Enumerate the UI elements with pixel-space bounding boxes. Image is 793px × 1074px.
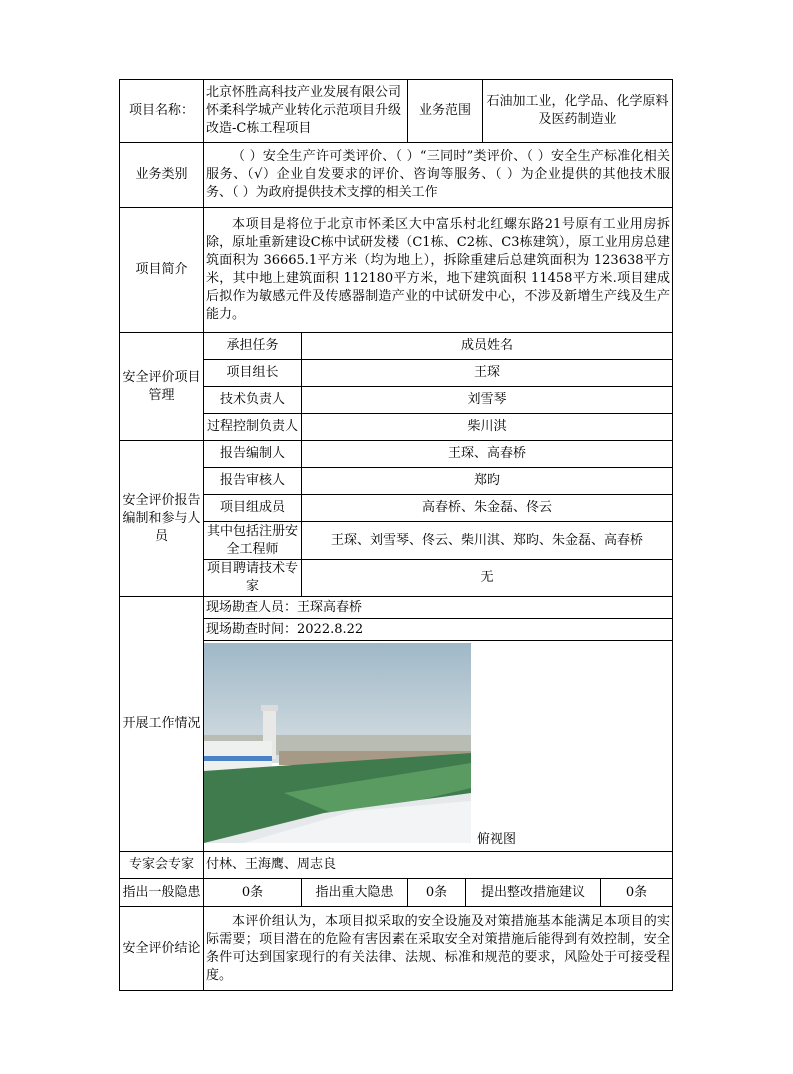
major-hazard-value: 0条: [408, 879, 466, 907]
measures-value: 0条: [601, 879, 673, 907]
task-cell: 项目聘请技术专家: [204, 560, 302, 597]
info-table: [119, 79, 673, 991]
member-cell: 郑昀: [302, 468, 673, 495]
scope-label: 业务范围: [408, 80, 483, 143]
project-name: 北京怀胜高科技产业发展有限公司怀柔科学城产业转化示范项目升级改造-C栋工程项目: [204, 80, 408, 143]
site-photo: [204, 643, 471, 843]
project-name-label: 项目名称：: [120, 80, 204, 143]
member-cell: 王琛、高春桥: [302, 441, 673, 468]
surveyors: 现场勘查人员：王琛高春桥: [204, 597, 673, 619]
report-label: 安全评价报告编制和参与人员: [120, 441, 204, 597]
header-task: 承担任务: [204, 333, 302, 360]
work-label: 开展工作情况: [120, 597, 204, 852]
photo-caption: 俯视图: [477, 832, 517, 847]
task-cell: 技术负责人: [204, 387, 302, 414]
intro-label: 项目简介: [120, 208, 204, 333]
measures-label: 提出整改措施建议: [466, 879, 601, 907]
member-cell: 王琛、刘雪琴、佟云、柴川淇、郑昀、朱金磊、高春桥: [302, 522, 673, 560]
major-hazard-label: 指出重大隐患: [302, 879, 408, 907]
header-member: 成员姓名: [302, 333, 673, 360]
conclusion-label: 安全评价结论: [120, 907, 204, 991]
task-cell: 项目组成员: [204, 495, 302, 522]
category-text: （ ）安全生产许可类评价、（ ）“三同时”类评价、（ ）安全生产标准化相关服务、（√）企业自发要求的评价、咨询等服务、（ ）为企业提供的其他技术服务、（ ）为政府提供技术支撑的相关工作: [204, 143, 673, 208]
evaluation-form: [119, 79, 672, 991]
member-cell: 王琛: [302, 360, 673, 387]
survey-time: 现场勘查时间：2022.8.22: [204, 619, 673, 641]
photo-cell: [204, 641, 673, 852]
scope-value: 石油加工业，化学品、化学原料及医药制造业: [483, 80, 673, 143]
task-cell: 报告编制人: [204, 441, 302, 468]
category-label: 业务类别: [120, 143, 204, 208]
management-label: 安全评价项目管理: [120, 333, 204, 441]
experts-label: 专家会专家: [120, 852, 204, 879]
experts-names: 付林、王海鹰、周志良: [204, 852, 673, 879]
task-cell: 项目组长: [204, 360, 302, 387]
task-cell: 过程控制负责人: [204, 414, 302, 441]
conclusion-text: 本评价组认为，本项目拟采取的安全设施及对策措施基本能满足本项目的实际需要；项目潜在的危险有害因素在采取安全对策措施后能得到有效控制，安全条件可达到国家现行的有关法律、法规、标准和规范的要求，风险处于可接受程度。: [204, 907, 673, 991]
general-hazard-value: 0条: [204, 879, 302, 907]
general-hazard-label: 指出一般隐患: [120, 879, 204, 907]
member-cell: 柴川淇: [302, 414, 673, 441]
intro-text: 本项目是将位于北京市怀柔区大中富乐村北红螺东路21号原有工业用房拆除，原址重新建设C栋中试研发楼（C1栋、C2栋、C3栋建筑），原工业用房总建筑面积为 36665.1平方米（均为地上），拆除重建后总建筑面积为 123638平方米，其中地上建筑面积 112180平方米，地下建筑面积 11458平方米.项目建成后拟作为敏感元件及传感器制造产业的中试研发中心，不涉及新增生产线及生产能力。: [204, 208, 673, 333]
member-cell: 刘雪琴: [302, 387, 673, 414]
task-cell: 其中包括注册安全工程师: [204, 522, 302, 560]
member-cell: 无: [302, 560, 673, 597]
member-cell: 高春桥、朱金磊、佟云: [302, 495, 673, 522]
task-cell: 报告审核人: [204, 468, 302, 495]
